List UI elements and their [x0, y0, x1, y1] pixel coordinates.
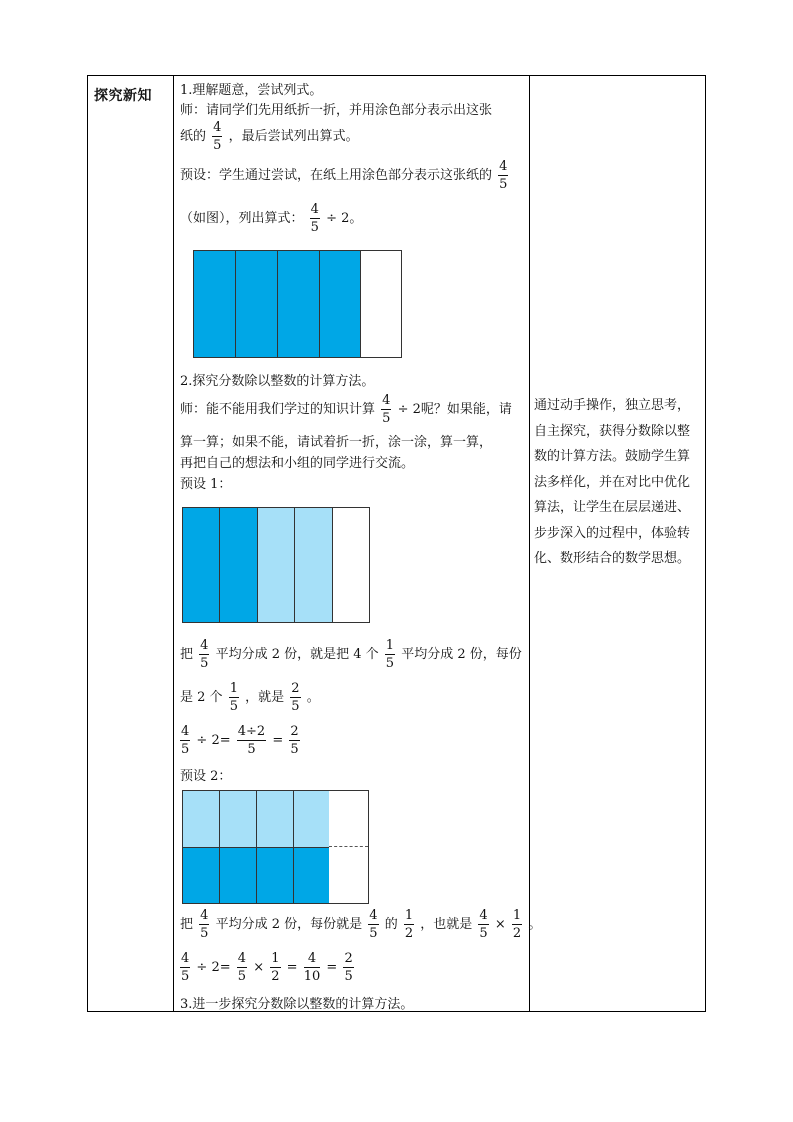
shaded-part — [278, 251, 320, 357]
figure-preset2 — [182, 790, 369, 904]
light-part — [295, 508, 333, 622]
fraction-2-5: $\frac{2}{5}$ — [291, 681, 300, 714]
unshaded-part — [333, 508, 369, 622]
fraction-4div2-5: $\frac{4\div 2}{5}$ — [237, 724, 266, 757]
step1-title: 1.理解题意，尝试列式。 — [180, 83, 323, 98]
fraction-4-5: $\frac{4}{5}$ — [237, 951, 247, 984]
fraction-4-5: $\frac{4}{5}$ — [200, 908, 209, 941]
dark-part — [183, 508, 220, 622]
fraction-4-5: $\frac{4}{5}$ — [382, 393, 391, 426]
section-title: 探究新知 — [94, 88, 152, 104]
shaded-part — [194, 251, 236, 357]
fraction-1-2: $\frac{1}{2}$ — [512, 908, 522, 941]
shaded-part — [320, 251, 361, 357]
preset1-equation: $\frac{4}{5}$ ÷ 2= $\frac{4\div 2}{5}$ = $\frac{2}{5}$ — [181, 724, 299, 757]
fraction-2-5: $\frac{2}{5}$ — [290, 724, 299, 757]
preset1-label: 预设 1： — [180, 477, 232, 492]
fraction-1-2: $\frac{1}{2}$ — [271, 951, 280, 984]
fraction-4-5: $\frac{4}{5}$ — [479, 908, 488, 941]
column-divider-1 — [173, 76, 174, 1011]
preset1-text-line2: 是 2 个 $\frac{1}{5}$ ，就是 $\frac{2}{5}$ 。 — [180, 681, 320, 714]
shaded-part — [236, 251, 278, 357]
step2-teacher: 师：能不能用我们学过的知识计算 $\frac{4}{5}$ ÷ 2呢？如果能，请 — [180, 393, 512, 426]
dark-part — [220, 508, 258, 622]
fraction-1-2: $\frac{1}{2}$ — [404, 908, 414, 941]
fraction-4-5: $\frac{4}{5}$ — [200, 638, 209, 671]
preset2-label: 预设 2： — [180, 769, 232, 784]
preset2-text: 把 $\frac{4}{5}$ 平均分成 2 份，每份就是 $\frac{4}{5}$ 的 $\frac{1}{2}$ ，也就是 $\frac{4}{5}$ × $\frac{1}{2}$ 。 — [180, 908, 542, 941]
unshaded-part — [361, 251, 401, 357]
preset2-equation: $\frac{4}{5}$ ÷ 2= $\frac{4}{5}$ × $\frac{1}{2}$ = $\frac{4}{10}$ = $\frac{2}{5}$ — [181, 951, 353, 984]
step1-teacher: 师：请同学们先用纸折一折，并用涂色部分表示出这张 — [180, 103, 493, 118]
figure-four-fifths — [193, 250, 402, 358]
unshaded-column — [329, 790, 369, 904]
step1-teacher-line2: 纸的 $\frac{4}{5}$ ，最后尝试列出算式。 — [180, 120, 359, 153]
fraction-4-5: $\frac{4}{5}$ — [181, 951, 190, 984]
step2-teacher-line2: 算一算；如果不能，请试着折一折，涂一涂，算一算， — [180, 435, 493, 450]
fraction-4-10: $\frac{4}{10}$ — [303, 951, 321, 984]
figure-preset1 — [182, 507, 370, 623]
fraction-4-5: $\frac{4}{5}$ — [181, 724, 190, 757]
fraction-4-5: $\frac{4}{5}$ — [369, 908, 378, 941]
step2-title: 2.探究分数除以整数的计算方法。 — [180, 374, 375, 389]
fraction-2-5: $\frac{2}{5}$ — [344, 951, 353, 984]
step1-preset-line2: （如图），列出算式： $\frac{4}{5}$ ÷ 2。 — [180, 202, 363, 235]
fraction-4-5: $\frac{4}{5}$ — [499, 159, 508, 192]
fraction-4-5: $\frac{4}{5}$ — [310, 202, 319, 235]
fraction-1-5: $\frac{1}{5}$ — [229, 681, 238, 714]
step1-preset: 预设：学生通过尝试，在纸上用涂色部分表示这张纸的 $\frac{4}{5}$ — [180, 159, 508, 192]
fraction-4-5: $\frac{4}{5}$ — [213, 120, 222, 153]
fraction-1-5: $\frac{1}{5}$ — [385, 638, 395, 671]
side-note: 通过动手操作，独立思考，自主探究，获得分数除以整数的计算方法。鼓励学生算法多样化，并在对比中优化算法，让学生在层层递进、步步深入的过程中，体验转化、数形结合的数学思想。 — [534, 398, 691, 566]
step3-title: 3.进一步探究分数除以整数的计算方法。 — [180, 997, 414, 1012]
step2-teacher-line3: 再把自己的想法和小组的同学进行交流。 — [180, 456, 415, 471]
preset1-text: 把 $\frac{4}{5}$ 平均分成 2 份，就是把 4 个 $\frac{1}{5}$ 平均分成 2 份，每份 — [180, 638, 522, 671]
light-part — [258, 508, 295, 622]
column-divider-2 — [529, 76, 530, 1011]
